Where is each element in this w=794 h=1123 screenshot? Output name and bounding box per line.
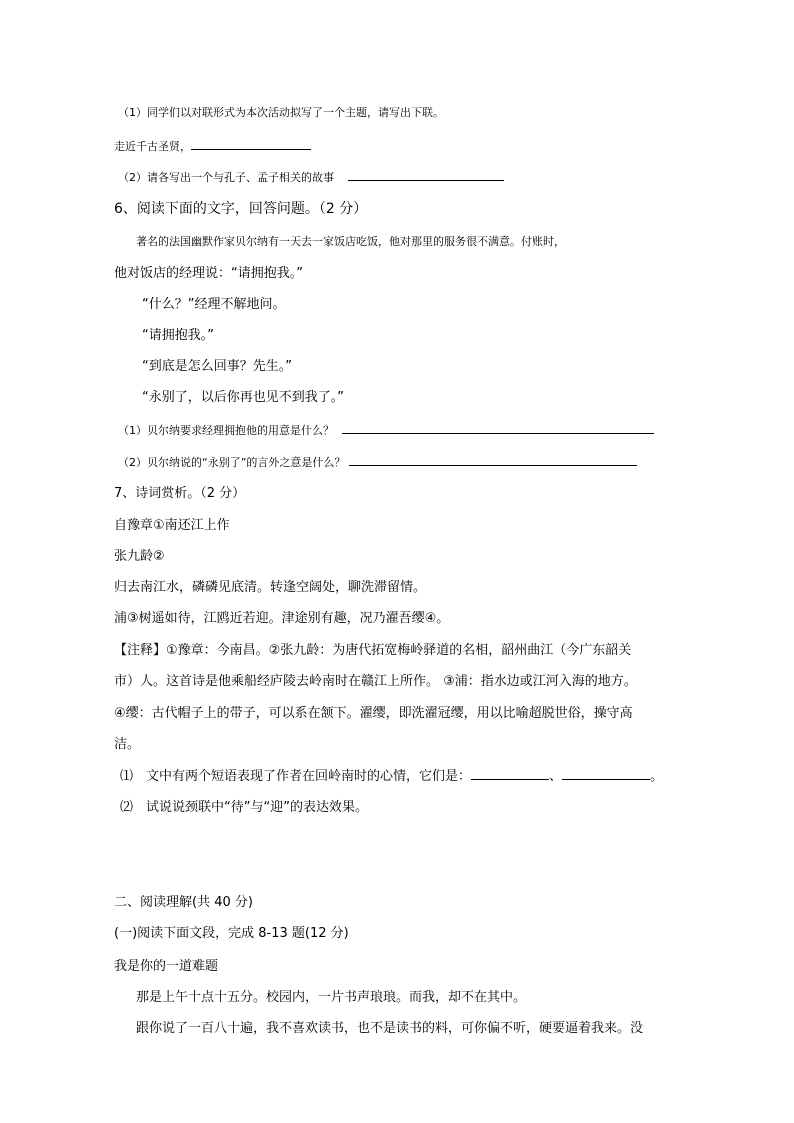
passage-title: 我是你的一道难题	[114, 959, 219, 974]
poem-verse-1: 归去南江水，磷磷见底清。转逢空阔处，聊洗滞留情。	[114, 580, 427, 595]
q6-para1: 著名的法国幽默作家贝尔纳有一天去一家饭店吃饭，他对那里的服务很不满意。付账时，	[136, 235, 565, 248]
q7-answer-blank-2[interactable]	[562, 767, 650, 780]
poem-note-1: 【注释】①豫章：今南昌。②张九龄：为唐代拓宽梅岭驿道的名相，韶州曲江（今广东韶关	[114, 643, 632, 658]
passage-paragraph-2: 跟你说了一百八十遍，我不喜欢读书，也不是读书的料，可你偏不听，硬要逼着我来。没	[136, 1021, 644, 1036]
poem-note-2: 市）人。这首诗是他乘船经庐陵去岭南时在赣江上所作。 ③浦：指水边或江河入海的地方。	[114, 674, 637, 689]
q6-dialogue-1: “什么？”经理不解地问。	[142, 297, 286, 312]
q6-dialogue-3: “到底是怎么回事？先生。”	[142, 359, 292, 374]
q6-sub2: （2）贝尔纳说的“永别了”的言外之意是什么？	[118, 456, 346, 469]
q5-upper-line: 走近千古圣贤，	[114, 140, 191, 153]
q5-sub2: （2）请各写出一个与孔子、孟子相关的故事	[118, 171, 334, 184]
q6-para2: 他对饭店的经理说：“请拥抱我。”	[114, 266, 303, 281]
q5-sub1: （1）同学们以对联形式为本次活动拟写了一个主题，请写出下联。	[118, 106, 444, 119]
q7-sub2: ⑵ 试说说颈联中“待”与“迎”的表达效果。	[120, 800, 368, 815]
q7-sub1-row	[120, 765, 663, 784]
q6-sub1-row	[118, 421, 654, 438]
q6-answer-blank-1[interactable]	[342, 421, 654, 434]
q6-sub1: （1）贝尔纳要求经理拥抱他的用意是什么？	[118, 424, 334, 437]
q5-sub2-row	[118, 168, 504, 185]
passage-paragraph-1: 那是上午十点十五分。校园内，一片书声琅琅。而我，却不在其中。	[136, 990, 527, 1005]
q5-answer-blank-2[interactable]	[348, 168, 504, 181]
q6-sub2-row	[118, 453, 637, 470]
q6-dialogue-2: “请拥抱我。”	[142, 328, 214, 343]
q7-answer-blank-1[interactable]	[471, 767, 549, 780]
q6-answer-blank-2[interactable]	[349, 453, 637, 466]
q5-couplet-row	[114, 137, 311, 154]
q7-heading: 7、诗词赏析。（2 分）	[114, 486, 246, 501]
q7-sub1-separator: 、	[549, 769, 563, 784]
section-2-part-1: (一)阅读下面文段，完成 8-13 题(12 分)	[114, 926, 349, 941]
poem-title: 自豫章①南还江上作	[114, 518, 230, 533]
q6-dialogue-4: “永别了，以后你再也见不到我了。”	[142, 390, 344, 405]
poem-verse-2: 浦③树遥如待，江鸥近若迎。津途别有趣，况乃濯吾缨④。	[114, 611, 450, 626]
q6-heading: 6、阅读下面的文字，回答问题。（2 分）	[114, 201, 368, 217]
poem-note-4: 洁。	[114, 737, 141, 752]
section-2-heading: 二、阅读理解(共 40 分)	[114, 895, 253, 910]
q7-sub1: ⑴ 文中有两个短语表现了作者在回岭南时的心情，它们是：	[120, 769, 472, 784]
poem-note-3: ④缨：古代帽子上的带子，可以系在颔下。濯缨，即洗濯冠缨，用以比喻超脱世俗，操守高	[114, 706, 633, 721]
q5-answer-blank-1[interactable]	[191, 137, 311, 150]
q7-sub1-end: 。	[650, 769, 664, 784]
poem-author: 张九龄②	[114, 549, 165, 564]
